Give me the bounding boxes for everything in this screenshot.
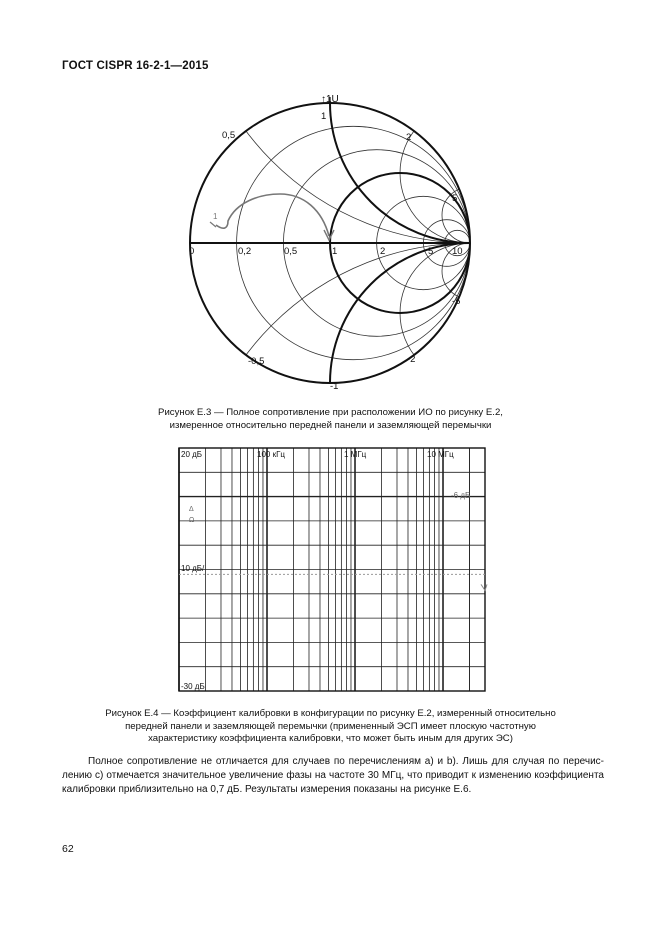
imag-label-neg-5: -5	[452, 296, 461, 307]
marker-label: 1	[213, 212, 218, 221]
imag-label-neg-2: -2	[407, 354, 416, 365]
imag-label-5: 5	[452, 193, 458, 204]
real-label-0-2: 0,2	[238, 246, 252, 257]
figure-e3-caption-line: Рисунок Е.3 — Полное сопротивление при расположении ИО по рисунку Е.2,	[158, 407, 503, 418]
chart-series	[179, 574, 487, 590]
x-tick-label: 100 кГц	[257, 450, 285, 459]
figure-e4-caption-line: передней панели и заземляющей перемычки (примененный ЭСП имеет плоскую частотную	[125, 720, 536, 732]
body-line: лению с) отмечается значительное увеличение фазы на частоте 30 МГц, что приводит к изменению коэффициента	[62, 770, 604, 781]
document-header: ГОСТ CISPR 16-2-1—2015	[62, 60, 209, 72]
x-tick-label: 10 МГц	[427, 450, 454, 459]
chart-grid	[179, 448, 485, 691]
annotation-delta: Δ	[189, 506, 194, 513]
imag-label-2: 2	[406, 132, 412, 143]
real-label-10: 10	[452, 246, 463, 257]
reactance-arc-neg-1	[330, 243, 480, 400]
figure-e3-caption	[60, 407, 601, 432]
imag-label-0-5: 0,5	[222, 130, 236, 141]
y-tick-label: 20 дБ	[181, 450, 203, 459]
body-paragraph	[62, 755, 604, 797]
real-label-0: 0	[189, 246, 195, 257]
imag-label-1: 1	[321, 111, 327, 122]
reactance-arc-1	[330, 88, 480, 243]
y-tick-label: -30 дБ	[181, 682, 205, 691]
smith-chart	[180, 88, 480, 400]
figure-e4-caption	[60, 708, 601, 746]
imag-label-neg-0-5: -0,5	[248, 356, 265, 367]
top-label: ↑1U	[321, 94, 339, 105]
real-label-0-5: 0,5	[284, 246, 298, 257]
series-end-marker	[481, 584, 487, 590]
real-label-2: 2	[380, 246, 386, 257]
body-line: калибровки приблизительно на 0,7 дБ. Результаты измерения показаны на рисунке Е.6.	[62, 784, 472, 795]
y-tick-label: 10 дБ/	[181, 564, 205, 573]
imag-label-neg-1: -1	[330, 381, 339, 392]
body-line: Полное сопротивление не отличается для случаев по перечислениям а) и b). Лишь для случая по перечис-	[88, 756, 604, 767]
impedance-trace	[216, 194, 329, 236]
calibration-factor-chart	[176, 445, 489, 695]
trace-start-mark	[210, 222, 216, 227]
figure-e4-caption-line: характеристику коэффициента калибровки, что может быть иным для других ЭС)	[148, 733, 513, 744]
figure-e4-caption-line: Рисунок Е.4 — Коэффициент калибровки в конфигурации по рисунку Е.2, измеренный относительно	[105, 708, 556, 719]
x-tick-label: 1 МГц	[344, 450, 367, 459]
real-label-5: 5	[428, 246, 434, 257]
real-label-1: 1	[332, 246, 338, 257]
chart-labels	[181, 450, 470, 691]
page-number: 62	[62, 843, 74, 855]
annotation-omega: Ω	[189, 517, 195, 524]
figure-e3-caption-line: измеренное относительно передней панели и заземляющей перемычки	[169, 419, 492, 431]
annotation-level: -6 дБ	[451, 491, 471, 500]
